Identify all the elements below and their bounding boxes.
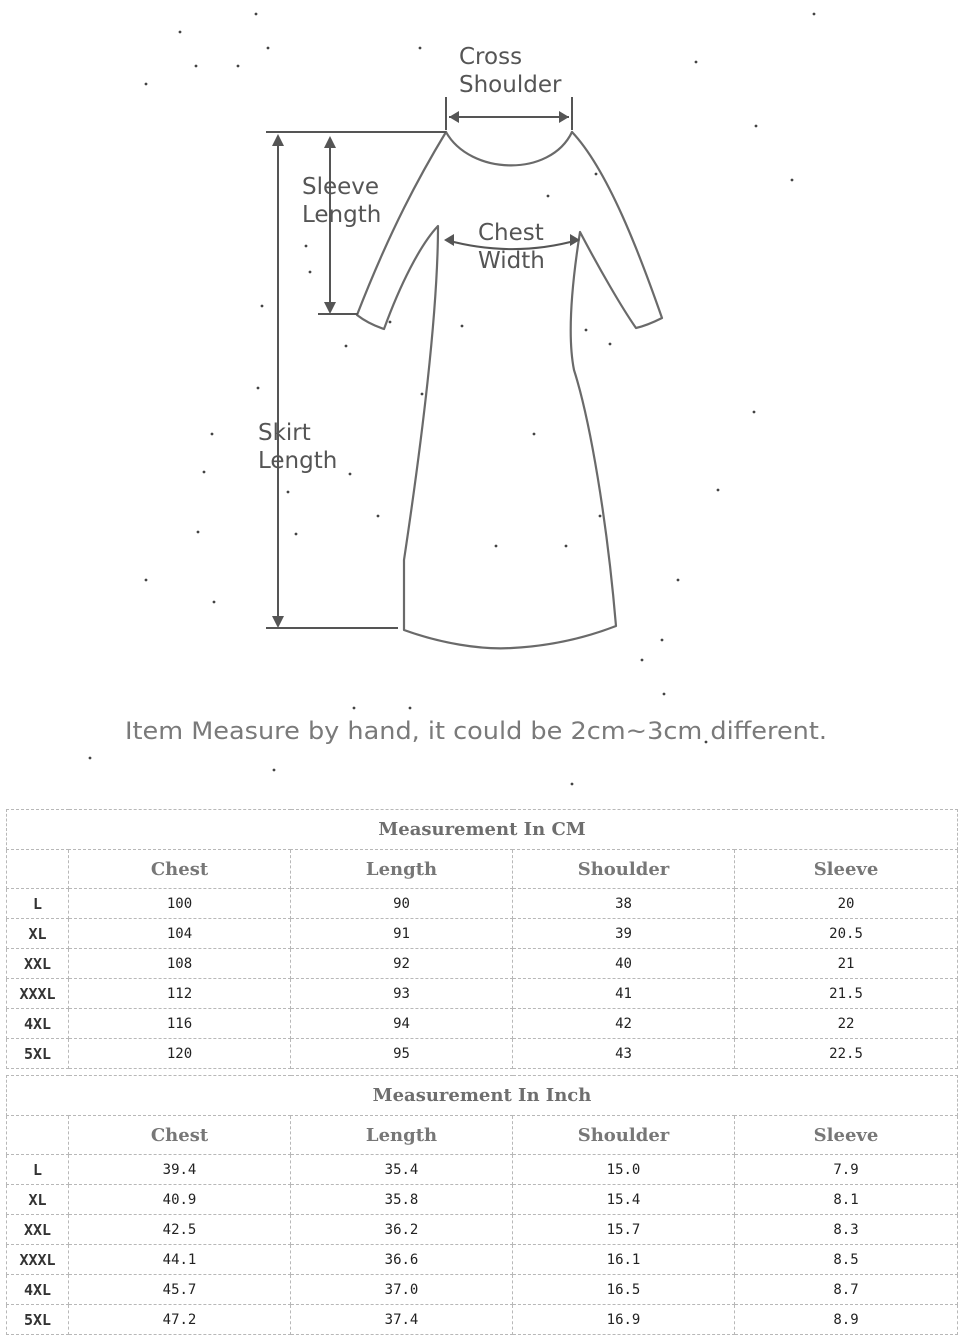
measurement-value: 92: [291, 949, 513, 979]
measurement-value: 16.5: [513, 1275, 735, 1305]
measurement-value: 37.4: [291, 1305, 513, 1335]
measurement-value: 20.5: [735, 919, 958, 949]
table-header-row: [7, 1116, 958, 1155]
chest-width-label-line2: Width: [478, 248, 545, 274]
measurement-value: 8.3: [735, 1215, 958, 1245]
table-row: [7, 889, 958, 919]
table-row: [7, 1155, 958, 1185]
measurement-value: 36.6: [291, 1245, 513, 1275]
size-label: 4XL: [7, 1275, 69, 1305]
size-label: XXXL: [7, 979, 69, 1009]
measurement-value: 41: [513, 979, 735, 1009]
table-row: [7, 1185, 958, 1215]
measurement-value: 22: [735, 1009, 958, 1039]
measurement-value: 42: [513, 1009, 735, 1039]
measurement-value: 20: [735, 889, 958, 919]
size-label: XL: [7, 1185, 69, 1215]
size-label: XXL: [7, 949, 69, 979]
column-header: Length: [291, 850, 513, 889]
measurement-value: 104: [69, 919, 291, 949]
table-row: [7, 1009, 958, 1039]
arrow-cross-left: [449, 111, 459, 123]
table-row: [7, 1275, 958, 1305]
measurement-value: 116: [69, 1009, 291, 1039]
table-title-row: [7, 1076, 958, 1116]
measurement-value: 36.2: [291, 1215, 513, 1245]
size-label: 5XL: [7, 1039, 69, 1069]
measurement-value: 45.7: [69, 1275, 291, 1305]
measurement-value: 35.4: [291, 1155, 513, 1185]
measurement-value: 40: [513, 949, 735, 979]
arrow-cross-right: [559, 111, 569, 123]
measurement-value: 7.9: [735, 1155, 958, 1185]
measurement-value: 37.0: [291, 1275, 513, 1305]
table-row: [7, 1215, 958, 1245]
size-label: XL: [7, 919, 69, 949]
table-header-row: [7, 850, 958, 889]
column-header: Chest: [69, 850, 291, 889]
column-header: Chest: [69, 1116, 291, 1155]
measurement-value: 91: [291, 919, 513, 949]
size-label: L: [7, 1155, 69, 1185]
column-header: Sleeve: [735, 850, 958, 889]
measurement-value: 94: [291, 1009, 513, 1039]
measurement-value: 44.1: [69, 1245, 291, 1275]
measurement-value: 95: [291, 1039, 513, 1069]
skirt-length-label-line2: Length: [258, 448, 338, 474]
size-table-cm: [6, 809, 958, 1069]
measurement-value: 38: [513, 889, 735, 919]
header-size-corner: [7, 850, 69, 889]
size-label: L: [7, 889, 69, 919]
measurement-note: Item Measure by hand, it could be 2cm~3cm different.: [125, 717, 827, 745]
background-speckles: [89, 13, 816, 786]
measurement-value: 35.8: [291, 1185, 513, 1215]
arrow-skirt-bottom: [272, 616, 284, 628]
sleeve-length-label-line1: Sleeve: [302, 174, 380, 200]
neckline: [446, 132, 572, 165]
measurement-value: 100: [69, 889, 291, 919]
arrow-sleeve-top: [324, 136, 336, 148]
measurement-value: 40.9: [69, 1185, 291, 1215]
measurement-value: 93: [291, 979, 513, 1009]
measurement-value: 39.4: [69, 1155, 291, 1185]
chest-width-label-line1: Chest: [478, 220, 544, 246]
sleeve-length-label-line2: Length: [302, 202, 382, 228]
table-row: [7, 1245, 958, 1275]
size-label: XXXL: [7, 1245, 69, 1275]
skirt-length-label-line1: Skirt: [258, 420, 311, 446]
measurement-value: 15.7: [513, 1215, 735, 1245]
measurement-value: 15.0: [513, 1155, 735, 1185]
measurement-value: 47.2: [69, 1305, 291, 1335]
size-table-inch: [6, 1075, 958, 1335]
measurement-value: 108: [69, 949, 291, 979]
measurement-value: 112: [69, 979, 291, 1009]
cross-shoulder-label-line1: Cross: [459, 44, 523, 70]
table-row: [7, 949, 958, 979]
measurement-value: 90: [291, 889, 513, 919]
size-label: XXL: [7, 1215, 69, 1245]
column-header: Length: [291, 1116, 513, 1155]
measurement-value: 16.1: [513, 1245, 735, 1275]
arrow-skirt-top: [272, 134, 284, 146]
table-row: [7, 979, 958, 1009]
measurement-value: 8.9: [735, 1305, 958, 1335]
table-title-row: [7, 810, 958, 850]
cross-shoulder-label-line2: Shoulder: [459, 72, 562, 98]
table-row: [7, 919, 958, 949]
column-header: Sleeve: [735, 1116, 958, 1155]
header-size-corner: [7, 1116, 69, 1155]
measurement-value: 21: [735, 949, 958, 979]
measurement-value: 16.9: [513, 1305, 735, 1335]
size-label: 4XL: [7, 1009, 69, 1039]
column-header: Shoulder: [513, 1116, 735, 1155]
measurement-value: 22.5: [735, 1039, 958, 1069]
measurement-value: 8.7: [735, 1275, 958, 1305]
measurement-value: 8.5: [735, 1245, 958, 1275]
table-title: Measurement In CM: [7, 810, 958, 850]
dress-outline: [357, 132, 662, 648]
size-label: 5XL: [7, 1305, 69, 1335]
arrow-sleeve-bottom: [324, 302, 336, 314]
measurement-value: 42.5: [69, 1215, 291, 1245]
table-title: Measurement In Inch: [7, 1076, 958, 1116]
measurement-value: 21.5: [735, 979, 958, 1009]
table-row: [7, 1039, 958, 1069]
measurement-value: 120: [69, 1039, 291, 1069]
measurement-value: 15.4: [513, 1185, 735, 1215]
measurement-value: 8.1: [735, 1185, 958, 1215]
table-row: [7, 1305, 958, 1335]
measurement-value: 43: [513, 1039, 735, 1069]
dress-body: [357, 132, 662, 648]
measurement-value: 39: [513, 919, 735, 949]
arrow-chest-left: [444, 234, 454, 246]
column-header: Shoulder: [513, 850, 735, 889]
